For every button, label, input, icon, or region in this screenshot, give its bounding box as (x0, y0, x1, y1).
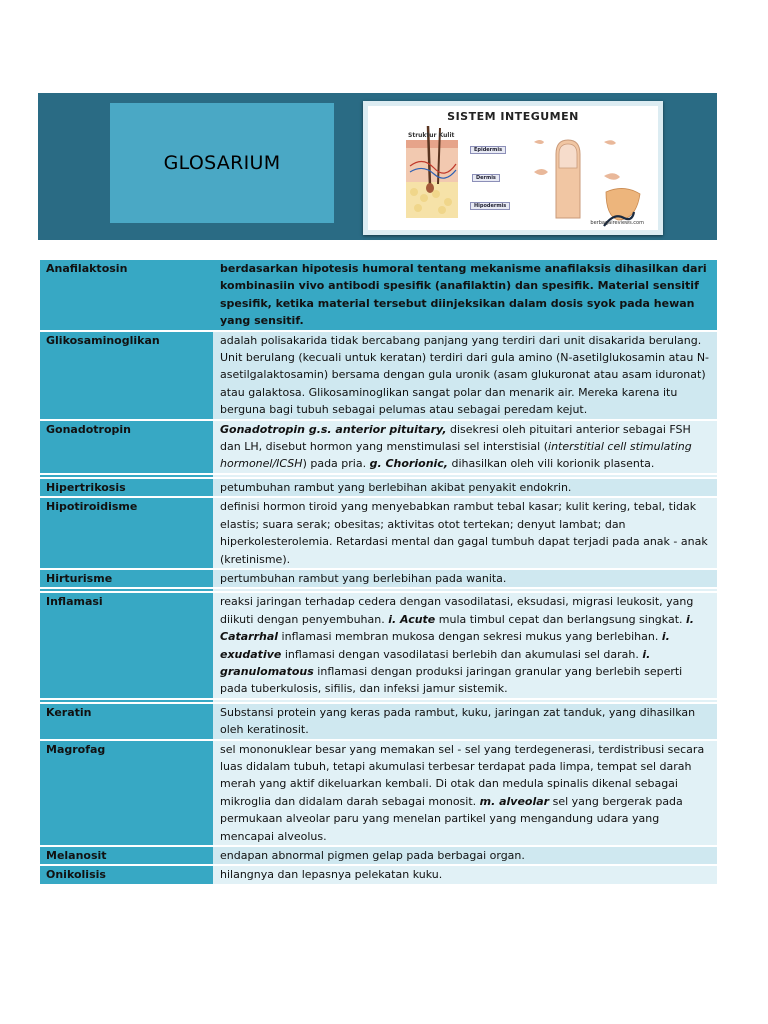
glossary-table (40, 258, 717, 886)
glossary-term: Anafilaktosin (40, 260, 213, 330)
spacer-cell (213, 700, 717, 702)
skin-structure-illustration (368, 106, 658, 230)
page-title: GLOSARIUM (163, 152, 281, 174)
image-tag-dermis: Dermis (472, 174, 500, 182)
glossary-definition: definisi hormon tiroid yang menyebabkan rambut tebal kasar; kulit kering, tebal, tidak elastis; suara serak; obesitas; aktivitas otot tertekan; denyut lambat; dan hiperkolesterolemia. Retardasi mental dan gagal tumbuh dapat terjadi pada anak - anak (kretinisme). (213, 498, 717, 568)
glossary-term: Inflamasi (40, 593, 213, 697)
table-row (40, 847, 717, 864)
integumen-illustration (368, 106, 658, 230)
spacer-cell (40, 475, 213, 477)
glossary-term: Glikosaminoglikan (40, 332, 213, 419)
table-row (40, 498, 717, 568)
definition-segment: disekresi oleh pituitari anterior sebagai FSH dan LH, disebut hormon yang menstimulasi sel interstisial ( (220, 422, 691, 454)
glossary-definition (213, 421, 717, 473)
spacer-cell (40, 700, 213, 702)
glossary-definition: berdasarkan hipotesis humoral tentang mekanisme anafilaksis dihasilkan dari kombinasiin vivo antibodi spesifik (anafilaktin) dan spesifik. Material sensitif spesifik, ketika material tersebut diinjeksikan dalam dosis syok pada hewan yang sensitif. (213, 260, 717, 330)
table-row (40, 866, 717, 883)
definition-segment: i. Acute (388, 612, 436, 626)
row-spacer (40, 589, 717, 591)
definition-segment: dihasilkan oleh vili korionik plasenta. (448, 457, 655, 471)
glossary-term: Onikolisis (40, 866, 213, 883)
glossary-term: Hipotiroidisme (40, 498, 213, 568)
definition-segment: sel yang bergerak pada permukaan alveolar paru yang menelan partikel yang mengandung udara yang mencapai alveolus. (220, 794, 683, 843)
title-box (110, 103, 334, 223)
definition-segment: mula timbul cepat dan berlangsung singkat. (435, 612, 687, 626)
definition-segment: i. exudative (220, 630, 670, 661)
table-row (40, 741, 717, 845)
glossary-definition: petumbuhan rambut yang berlebihan akibat penyakit endokrin. (213, 479, 717, 496)
glossary-term: Gonadotropin (40, 421, 213, 473)
glossary-definition: pertumbuhan rambut yang berlebihan pada wanita. (213, 570, 717, 587)
glossary-term: Magrofag (40, 741, 213, 845)
image-label: Struktur Kulit (408, 132, 455, 139)
glossary-term: Melanosit (40, 847, 213, 864)
table-row (40, 332, 717, 419)
header-banner (38, 93, 717, 240)
glossary-term: Hirturisme (40, 570, 213, 587)
definition-segment: reaksi jaringan terhadap cedera dengan vasodilatasi, eksudasi, migrasi leukosit, yang diikuti dengan penyembuhan. (220, 595, 694, 626)
definition-segment: m. alveolar (479, 794, 550, 808)
glossary-definition (213, 593, 717, 697)
glossary-definition: hilangnya dan lepasnya pelekatan kuku. (213, 866, 717, 883)
table-row (40, 479, 717, 496)
definition-segment: inflamasi dengan vasodilatasi berlebih dan akumulasi sel darah. (281, 647, 643, 661)
glossary-definition: Substansi protein yang keras pada rambut, kuku, jaringan zat tanduk, yang dihasilkan oleh keratinosit. (213, 704, 717, 739)
image-credit: berbagaireviews.com (590, 220, 644, 226)
integumen-image (363, 101, 663, 235)
table-row (40, 570, 717, 587)
definition-segment: g. Chorionic, (369, 457, 448, 471)
row-spacer (40, 475, 717, 477)
table-row (40, 421, 717, 473)
row-spacer (40, 700, 717, 702)
image-title: SISTEM INTEGUMEN (447, 110, 579, 123)
glossary-term: Hipertrikosis (40, 479, 213, 496)
glossary-definition: adalah polisakarida tidak bercabang panjang yang terdiri dari unit disakarida berulang. Unit berulang (kecuali untuk keratan) terdiri dari gula amino (N-asetilglukosamin atau N-asetilgalaktosamin) bersama dengan gula uronik (asam glukuronat atau asam iduronat) atau galaktosa. Glikosaminoglikan sangat polar dan menarik air. Mereka karena itu berguna bagi tubuh sebagai pelumas atau sebagai peredam kejut. (213, 332, 717, 419)
definition-segment: i. Catarrhal (220, 612, 694, 644)
table-row (40, 593, 717, 697)
definition-segment: Gonadotropin g.s. anterior pituitary, (220, 422, 447, 436)
spacer-cell (213, 589, 717, 591)
definition-segment: inflamasi dengan produksi jaringan granular yang berlebih seperti pada tuberkulosis, sifilis, dan infeksi jamur sistemik. (220, 664, 683, 696)
spacer-cell (213, 475, 717, 477)
spacer-cell (40, 589, 213, 591)
definition-segment: interstitial cell stimulating hormonel/ICSH (220, 440, 692, 471)
definition-segment: i. granulomatous (220, 647, 651, 678)
glossary-definition (213, 741, 717, 845)
definition-segment: inflamasi membran mukosa dengan sekresi mukus yang berlebihan. (278, 630, 662, 644)
image-tag-hipodermis: Hipodermis (470, 202, 510, 210)
table-row (40, 704, 717, 739)
glossary-body (40, 260, 717, 884)
glossary-term: Keratin (40, 704, 213, 739)
definition-segment: ) pada pria. (302, 457, 370, 471)
definition-segment: sel mononuklear besar yang memakan sel - sel yang terdegenerasi, terdistribusi secara luas didalam tubuh, tetapi akumulasi terbesar terdapat pada limpa, tempat sel darah merah yang aktif dikeluarkan kembali. Di otak dan medula spinalis dikenal sebagai mikroglia dan didalam darah sebagai monosit. (220, 742, 705, 808)
table-row (40, 260, 717, 330)
image-tag-epidermis: Epidermis (470, 146, 506, 154)
glossary-definition: endapan abnormal pigmen gelap pada berbagai organ. (213, 847, 717, 864)
